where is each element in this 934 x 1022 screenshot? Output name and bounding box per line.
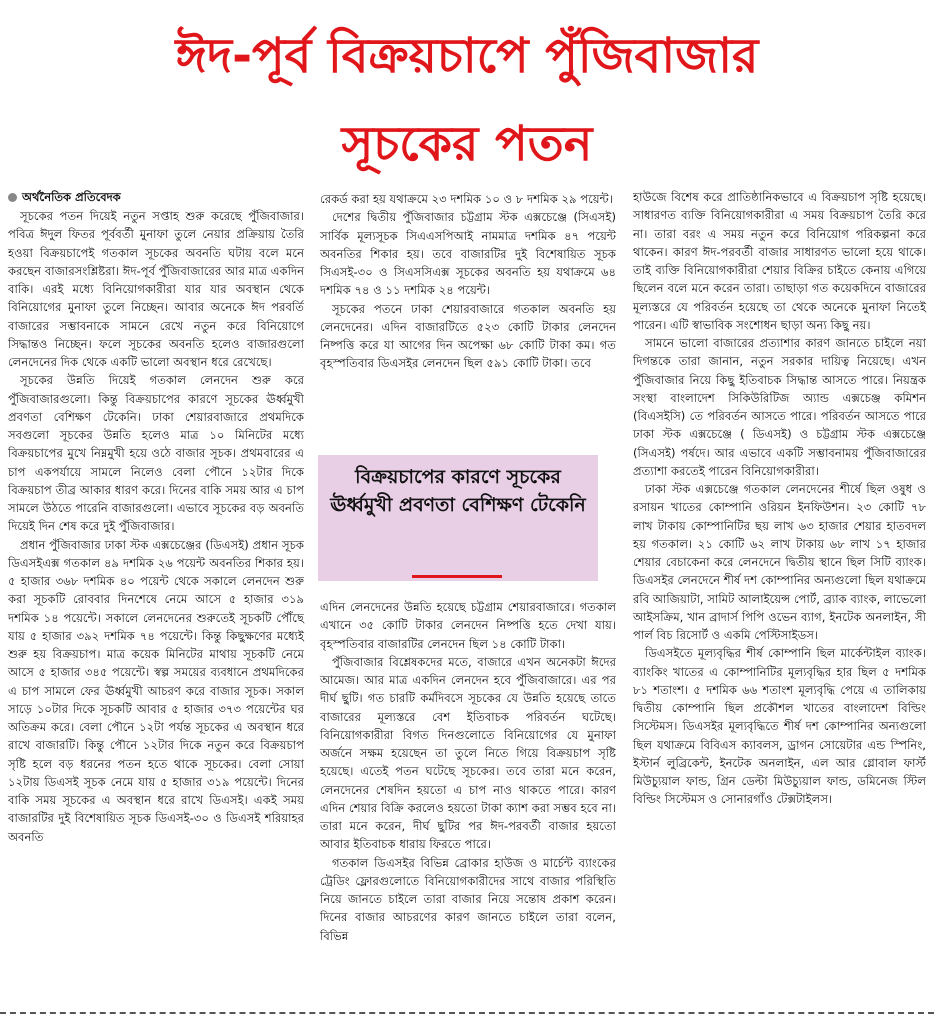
paragraph: সামনে ভালো বাজারের প্রত্যাশার কারণ জানতে চাইলে নয়া দিগন্তকে তারা জানান, নতুন সরকার দায়িত্ব নিয়েছে। এখন পুঁজিবাজার নিয়ে কিছু ইতিবাচক সিদ্ধান্ত আসতে পারে। নিয়ন্ত্রক সংস্থা বাংলাদেশ সিকিউরিটিজ অ্যান্ড এক্সচেঞ্জ কমিশন (বিএসইসি) তে পরিবর্তন আসতে পারে। পরিবর্তন আসতে পারে ঢাকা স্টক এক্সচেঞ্জে ( ডিএসই) ও চট্টগ্রাম স্টক এক্সচেঞ্জে (সিএসই) পর্ষদে। আর এভাবে একটি সম্ভাবনাময় পুঁজিবাজারের প্রত্যাশা করতেই পারেন বিনিয়োগকারীরা। xyxy=(633,336,926,478)
paragraph: এদিন লেনদেনের উন্নতি হয়েছে চট্টগ্রাম শেয়ারবাজারে। গতকাল এখানে ৩৫ কোটি টাকার লেনদেন নিষ্পত্তি হতে দেখা যায়। বৃহস্পতিবার বাজারটির লেনদেন ছিল ১৪ কোটি টাকা। xyxy=(320,600,616,651)
bottom-divider xyxy=(0,1012,934,1014)
article-column-1 xyxy=(8,188,304,846)
paragraph: রেকর্ড করা হয় যথাক্রমে ২৩ দশমিক ১০ ও ৮ দশমিক ২৯ পয়েন্ট। xyxy=(320,192,613,206)
paragraph: ডিএসইতে মূল্যবৃদ্ধির শীর্ষ কোম্পানি ছিল মার্কেন্টাইল ব্যাংক। ব্যাংকিং খাতের এ কোম্পানিটির মূল্যবৃদ্ধির হার ছিল ৫ দশমিক ৮১ শতাংশ। ৫ দশমিক ৬৬ শতাংশ মূল্যবৃদ্ধি পেয়ে এ তালিকায় দ্বিতীয় কোম্পানি ছিল প্রকৌশল খাতের বাংলাদেশ বিল্ডিং সিস্টেমস। ডিএসইর মূল্যবৃদ্ধিতে শীর্ষ দশ কোম্পানির অন্যগুলো ছিল যথাক্রমে বিবিএস ক্যাবলস, ড্রাগন সোয়েটার এন্ড স্পিনিং, ইস্টার্ন লুব্রিকেন্ট, ইনটেক অনলাইন, এল আর গ্লোবাল ফার্স্ট মিউচ্যুয়াল ফান্ড, গ্রিন ডেল্টা মিউচ্যুয়াল ফান্ড, ডমিনেজ স্টিল বিল্ডিং সিস্টেমস ও সোনারগাঁও টেক্সটাইলস। xyxy=(633,646,926,807)
byline xyxy=(8,188,304,206)
paragraph: সূচকের পতন দিয়েই নতুন সপ্তাহ শুরু করেছে পুঁজিবাজার। পবিত্র ঈদুল ফিতর পূর্ববর্তী মুনাফা তুলে নেয়ার প্রক্রিয়ায় তৈরি হওয়া বিক্রয়চাপেই গতকাল সূচকের অবনতি ঘটায় বলে মনে করছেন বাজারসংশ্লিষ্টরা। ঈদ-পূর্ব পুঁজিবাজারের আর মাত্র একদিন বাকি। এরই মধ্যে বিনিয়োগকারীরা যার যার অবস্থান থেকে বিনিয়োগের মুনাফা তুলে নিচ্ছেন। আবার অনেকে ঈদ পরবর্তি বাজারের সম্ভাবনাকে সামনে রেখে নতুন করে বিনিয়োগে সিদ্ধান্তও নিচ্ছেন। ফলে সূচকের অবনতি হলেও বাজারগুলো লেনদেনের দিক থেকে একটি ভালো অবস্থান ধরে রেখেছে। xyxy=(8,209,304,369)
pull-quote-text: বিক্রয়চাপের কারণে সূচকের ঊর্ধ্বমুখী প্রবণতা বেশিক্ষণ টেকেনি xyxy=(330,466,586,516)
paragraph: সূচকের পতনে ঢাকা শেয়ারবাজারে গতকাল অবনতি হয় লেনদেনের। এদিন বাজারটিতে ৫২৩ কোটি টাকার লেনদেন নিষ্পত্তি করে যা আগের দিন অপেক্ষা ৬৮ কোটি টাকা কম। গত বৃহস্পতিবার ডিএসইর লেনদেন ছিল ৫৯১ কোটি টাকা। তবে xyxy=(320,301,616,371)
headline-line-2: সূচকের পতন xyxy=(341,116,593,172)
article-column-2-bottom xyxy=(320,598,616,945)
paragraph: পুঁজিবাজার বিশ্লেষকদের মতে, বাজারে এখন অনেকটা ঈদের আমেজ। আর মাত্র একদিন লেনদেন হবে পুঁজিবাজারে। এর পর দীর্ঘ ছুটি। গত চারটি কর্মদিবসে সূচকের যে উন্নতি হয়েছে তাতে বাজারের মূল্যস্তরে বেশ ইতিবাচক পরিবর্তন ঘটেছে। বিনিয়োগকারীরা বিগত দিনগুলোতে বিনিয়োগের যে মুনাফা অর্জনে সক্ষম হয়েছেন তা তুলে নিতে গিয়ে বিক্রয়চাপ সৃষ্টি হয়েছে। এতেই পতন ঘটেছে সূচকের। তবে তারা মনে করেন, লেনদেনের শেষদিন হয়তো এ চাপ নাও থাকতে পারে। কারণ এদিন শেয়ার বিক্রি করলেও হয়তো টাকা ক্যাশ করা সম্ভব হবে না। তারা মনে করেন, দীর্ঘ ছুটির পর ঈদ-পরবর্তী বাজার হয়তো আবার ইতিবাচক ধারায় ফিরতে পারে। xyxy=(320,654,616,852)
paragraph: সূচকের উন্নতি দিয়েই গতকাল লেনদেন শুরু করে পুঁজিবাজারগুলো। কিন্তু বিক্রয়চাপের কারণে সূচকের ঊর্ধ্বমুখী প্রবণতা বেশিক্ষণ টেকেনি। ঢাকা শেয়ারবাজারে প্রথমদিকে সবগুলো সূচকের উন্নতি হলেও মাত্র ১০ মিনিটের মধ্যে বিক্রয়চাপের মুখে নিম্নমুখী হয়ে ওঠে বাজার সূচক। প্রথমবারের এ চাপ একপর্যায়ে সামলে নিলেও বেলা পৌনে ১২টার দিকে বিক্রয়চাপ তীব্র আকার ধারণ করে। দিনের বাকি সময় আর এ চাপ সামলে উঠতে পারেনি বাজারগুলো। এভাবে সূচকের বড় অবনতি দিয়েই দিন শেষ করে দুই পুঁজিবাজার। xyxy=(8,373,304,534)
paragraph: ঢাকা স্টক এক্সচেঞ্জে গতকাল লেনদেনের শীর্ষে ছিল ওষুধ ও রসায়ন খাতের কোম্পানি ওরিয়ন ইনফিউশন। ২৩ কোটি ৭৮ লাখ টাকায় কোম্পানিটির ছয় লাখ ৬৩ হাজার শেয়ার হাতবদল হয় গতকাল। ২১ কোটি ৬২ লাখ টাকায় ৬৮ লাখ ১৭ হাজার শেয়ার বেচাকেনা করে লেনদেনে দ্বিতীয় স্থানে ছিল সিটি ব্যাংক। ডিএসইর লেনদেনে শীর্ষ দশ কোম্পানির অন্যগুলো ছিল যথাক্রমে রবি আজিয়াটা, সামিট আলাইয়েন্স পোর্ট, ব্র্যাক ব্যাংক, লাভেলো আইসক্রিম, খান ব্রাদার্স পিপি ওভেন ব্যাগ, ইনটেক অনলাইন, সী পার্ল বিচ রিসোর্ট ও একমি পেস্টিসাইডস। xyxy=(633,482,926,642)
article-column-3 xyxy=(633,188,926,809)
article-column-2-top xyxy=(320,190,616,373)
paragraph: গতকাল ডিএসইর বিভিন্ন ব্রোকার হাউজ ও মার্চেন্ট ব্যাংকের ট্রেডিং ফ্লোরগুলোতে বিনিয়োগকারীদের সাথে বাজার পরিস্থিতি নিয়ে জানতে চাইলে তারা বাজার নিয়ে সন্তোষ প্রকাশ করেন। দিনের বাজার আচরণের কারণ জানতে চাইলে তারা বলেন, বিভিন্ন xyxy=(320,855,616,943)
byline-text: অর্থনৈতিক প্রতিবেদক xyxy=(22,190,121,204)
headline-line-1: ঈদ-পূর্ব বিক্রয়চাপে পুঁজিবাজার xyxy=(175,28,759,84)
paragraph: দেশের দ্বিতীয় পুঁজিবাজার চট্টগ্রাম স্টক এক্সচেঞ্জে (সিএসই) সার্বিক মূল্যসূচক সিএএসপিআই নামমাত্র দশমিক ৪৭ পয়েন্ট অবনতির শিকার হয়। তবে বাজারটির দুই বিশেষায়িত সূচক সিএসই-৩০ ও সিএসসিএক্স সূচকের অবনতি হয় যথাক্রমে ৬৪ দশমিক ৭৪ ও ১১ দশমিক ২৪ পয়েন্ট। xyxy=(320,210,616,298)
pull-quote-box xyxy=(318,455,598,581)
paragraph: হাউজে বিশেষ করে প্রাতিষ্ঠানিকভাবে এ বিক্রয়চাপ সৃষ্টি হয়েছে। সাধারণত ব্যক্তি বিনিয়োগকারীরা এ সময় বিক্রয়চাপ তৈরি করে না। তারা বরং এ সময় নতুন করে বিনিয়োগ পরিকল্পনা করে থাকেন। কারণ ঈদ-পরবর্তী বাজার সাধারণত ভালো হয়ে থাকে। তাই ব্যক্তি বিনিয়োগকারীরা শেয়ার বিক্রির চাইতে কেনায় এগিয়ে ছিলেন বলে মনে করেন তারা। তাছাড়া গত কয়েকদিনে বাজারের মূল্যস্তরে যে পরিবর্তন হয়েছে তা থেকে অনেকে মুনাফা নিতেই পারেন। এটি স্বাভাবিক সংশোধন ছাড়া অন্য কিছু নয়। xyxy=(633,190,926,332)
paragraph: প্রধান পুঁজিবাজার ঢাকা স্টক এক্সচেঞ্জের (ডিএসই) প্রধান সূচক ডিএসইএক্স গতকাল ৪৯ দশমিক ২৬ পয়েন্ট অবনতির শিকার হয়। ৫ হাজার ৩৬৮ দশমিক ৪০ পয়েন্ট থেকে সকালে লেনদেন শুরু করা সূচকটি রোববার দিনশেষে নেমে আসে ৫ হাজার ৩১৯ দশমিক ১৪ পয়েন্টে। সকালে লেনদেনের শুরুতেই সূচকটি পৌঁছে যায় ৫ হাজার ৩৯২ দশমিক ৭৪ পয়েন্টে। কিন্তু কিছুক্ষণের মধ্যেই শুরু হয় বিক্রয়চাপ। মাত্র কয়েক মিনিটের মাথায় সূচকটি নেমে আসে ৫ হাজার ৩৪৫ পয়েন্টে। স্বল্প সময়ের ব্যবধানে প্রথমদিকের এ চাপ সামলে ফের ঊর্ধ্বমুখী আচরণ করে বাজার সূচক। সকাল সাড়ে ১০টার দিকে সূচকটি আবার ৫ হাজার ৩৭৩ পয়েন্টের ঘর অতিক্রম করে। বেলা পৌনে ১২টা পর্যন্ত সূচকের এ অবস্থান ধরে রাখে বাজারটি। কিন্তু পৌনে ১২টার দিকে নতুন করে বিক্রয়চাপ সৃষ্টি হলে বড় ধরনের পতন হতে থাকে সূচকের। বেলা সোয়া ১২টায় ডিএসই সূচক নেমে যায় ৫ হাজার ৩১৯ পয়েন্টে। দিনের বাকি সময় সূচকের এ অবস্থান ধরে রাখে ডিএসই। একই সময় বাজারটির দুই বিশেষায়িত সূচক ডিএসই-৩০ ও ডিএসই শরিয়াহর অবনতি xyxy=(8,537,304,844)
bullet-icon xyxy=(8,193,17,202)
pull-quote-underline xyxy=(412,575,502,578)
